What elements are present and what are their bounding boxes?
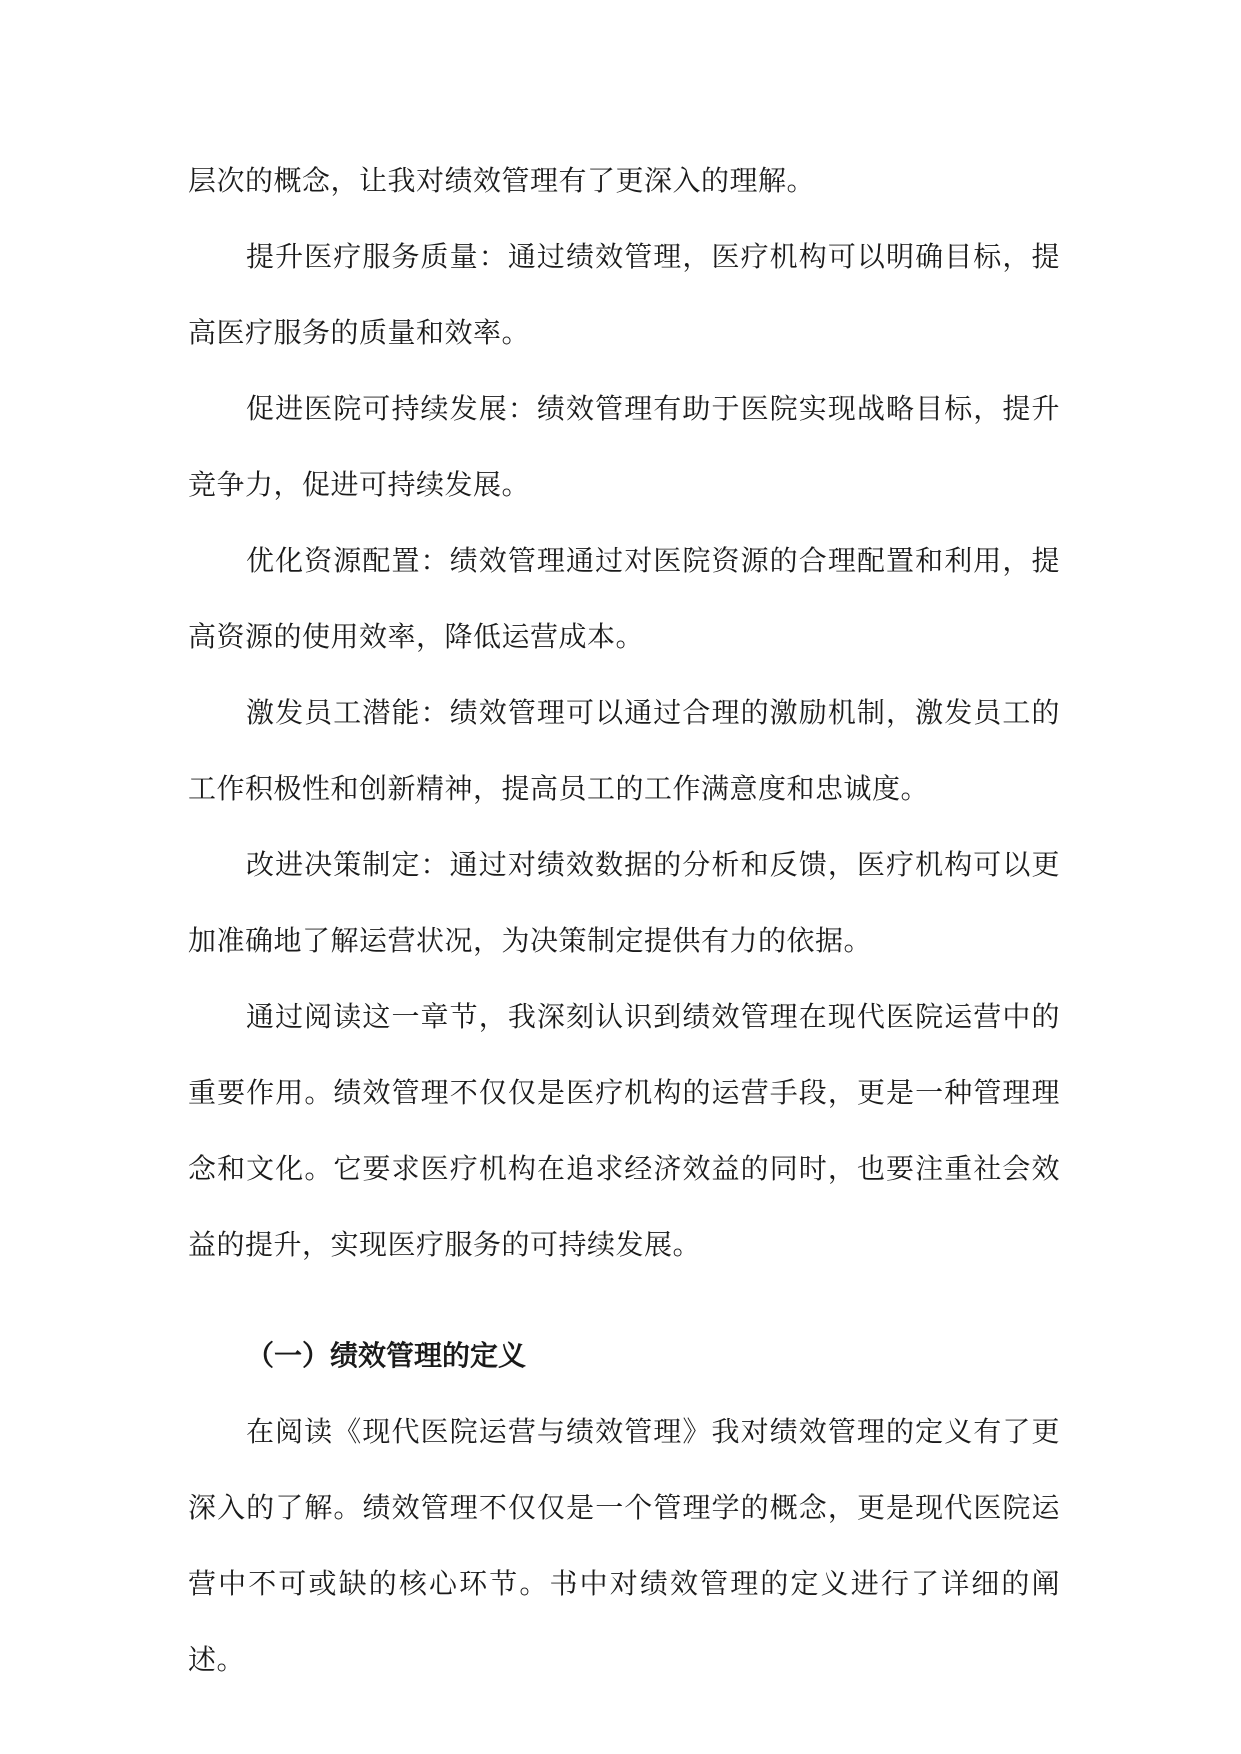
paragraph-sustainable-development: 促进医院可持续发展：绩效管理有助于医院实现战略目标，提升竞争力，促进可持续发展。 [188, 392, 1060, 501]
paragraph-definition: 在阅读《现代医院运营与绩效管理》我对绩效管理的定义有了更深入的了解。绩效管理不仅仅是一个管理学的概念，更是现代医院运营中不可或缺的核心环节。书中对绩效管理的定义进行了详细的阐述。 [188, 1415, 1060, 1676]
document-body [188, 143, 1060, 1698]
paragraph-decision-making: 改进决策制定：通过对绩效数据的分析和反馈，医疗机构可以更加准确地了解运营状况，为决策制定提供有力的依据。 [188, 848, 1060, 957]
paragraph-resource-allocation: 优化资源配置：绩效管理通过对医院资源的合理配置和利用，提高资源的使用效率，降低运营成本。 [188, 544, 1060, 653]
paragraph-employee-potential: 激发员工潜能：绩效管理可以通过合理的激励机制，激发员工的工作积极性和创新精神，提高员工的工作满意度和忠诚度。 [188, 696, 1060, 805]
paragraph-service-quality: 提升医疗服务质量：通过绩效管理，医疗机构可以明确目标，提高医疗服务的质量和效率。 [188, 240, 1060, 349]
paragraph-continuation: 层次的概念，让我对绩效管理有了更深入的理解。 [188, 164, 816, 197]
paragraph-chapter-reflection: 通过阅读这一章节，我深刻认识到绩效管理在现代医院运营中的重要作用。绩效管理不仅仅是医疗机构的运营手段，更是一种管理理念和文化。它要求医疗机构在追求经济效益的同时，也要注重社会效益的提升，实现医疗服务的可持续发展。 [188, 1000, 1060, 1261]
section-heading: （一）绩效管理的定义 [246, 1339, 527, 1372]
